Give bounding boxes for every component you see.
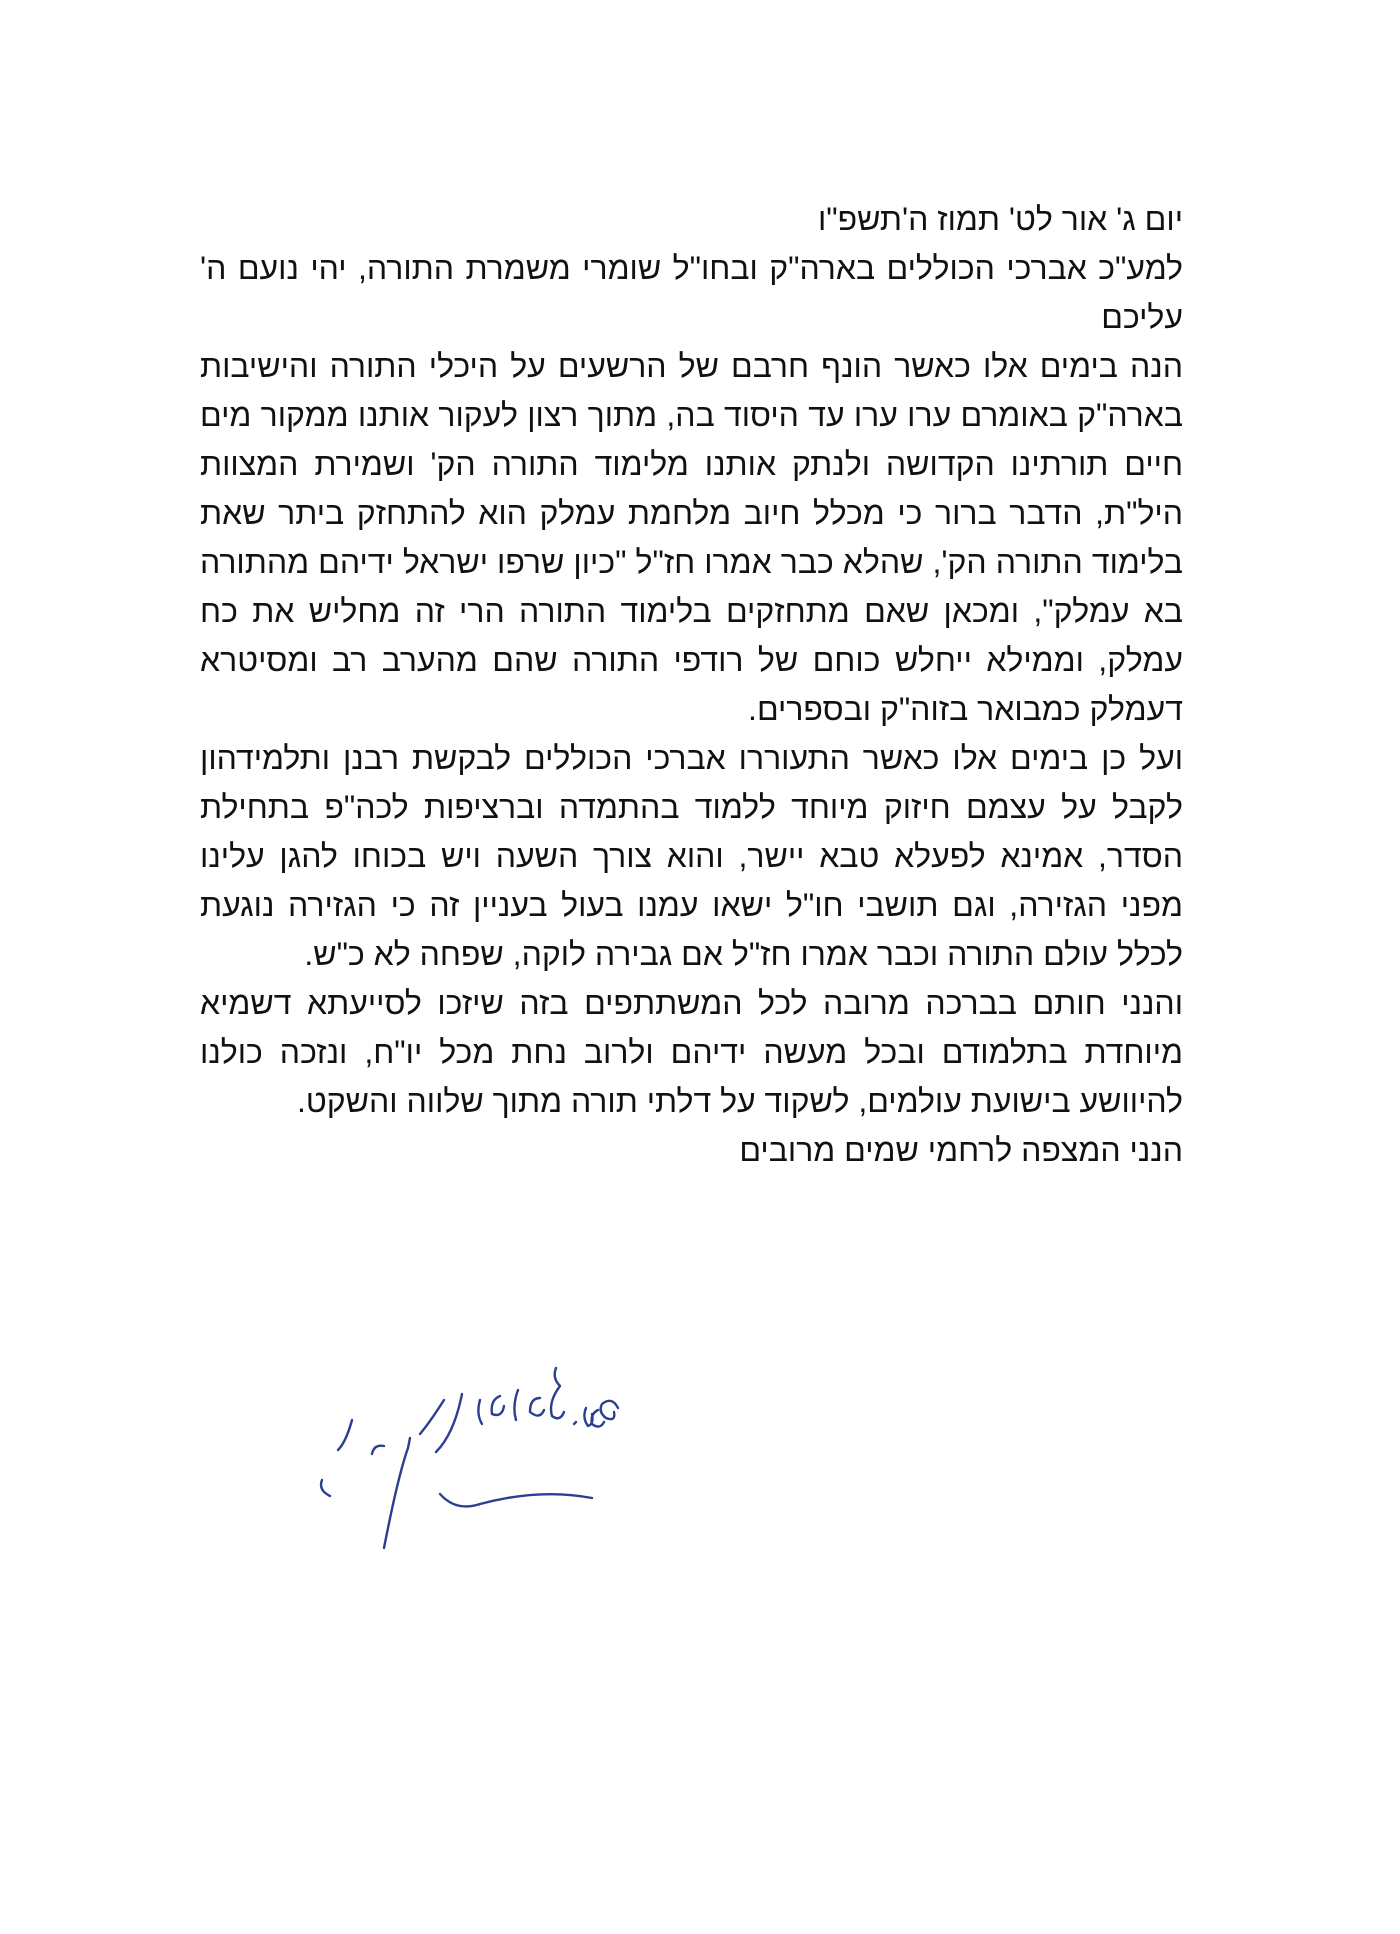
letter-addressee: למע"כ אברכי הכוללים בארה"ק ובחו"ל שומרי משמרת התורה, יהי נועם ה' עליכם <box>200 250 1183 335</box>
letter-date: יום ג' אור לט' תמוז ה'תשפ"ו <box>817 201 1183 237</box>
letter-paragraph-3: והנני חותם בברכה מרובה לכל המשתתפים בזה שיזכו לסייעתא דשמיא מיוחדת בתלמודם ובכל מעשה ידיהם ולרוב נחת מכל יו"ח, ונזכה כולנו להיוושע בישועת עולמים, לשקוד על דלתי תורה מתוך שלווה והשקט. <box>200 985 1183 1119</box>
letter-closing: הנני המצפה לרחמי שמים מרובים <box>739 1132 1183 1168</box>
signature-drawing <box>200 1350 640 1560</box>
letter-paragraph-2: ועל כן בימים אלו כאשר התעוררו אברכי הכוללים לבקשת רבנן ותלמידהון לקבל על עצמם חיזוק מיוחד ללמוד בהתמדה וברציפות לכה"פ בתחילת הסדר, אמינא לפעלא טבא יישר, והוא צורך השעה ויש בכוחו להגן עלינו מפני הגזירה, וגם תושבי חו"ל ישאו עמנו בעול בעניין זה כי הגזירה נוגעת לכלל עולם התורה וכבר אמרו חז"ל אם גבירה לוקה, שפחה לא כ"ש. <box>200 740 1183 972</box>
handwritten-signature <box>200 1350 640 1560</box>
letter-body <box>200 195 1183 1175</box>
letter-paragraph-1: הנה בימים אלו כאשר הונף חרבם של הרשעים על היכלי התורה והישיבות בארה"ק באומרם ערו ערו עד היסוד בה, מתוך רצון לעקור אותנו ממקור מים חיים תורתינו הקדושה ולנתק אותנו מלימוד התורה הק' ושמירת המצוות היל"ת, הדבר ברור כי מכלל חיוב מלחמת עמלק הוא להתחזק ביתר שאת בלימוד התורה הק', שהלא כבר אמרו חז"ל "כיון שרפו ישראל ידיהם מהתורה בא עמלק", ומכאן שאם מתחזקים בלימוד התורה הרי זה מחליש את כח עמלק, וממילא ייחלש כוחם של רודפי התורה שהם מהערב רב ומסיטרא דעמלק כמבואר בזוה"ק ובספרים. <box>200 348 1183 727</box>
